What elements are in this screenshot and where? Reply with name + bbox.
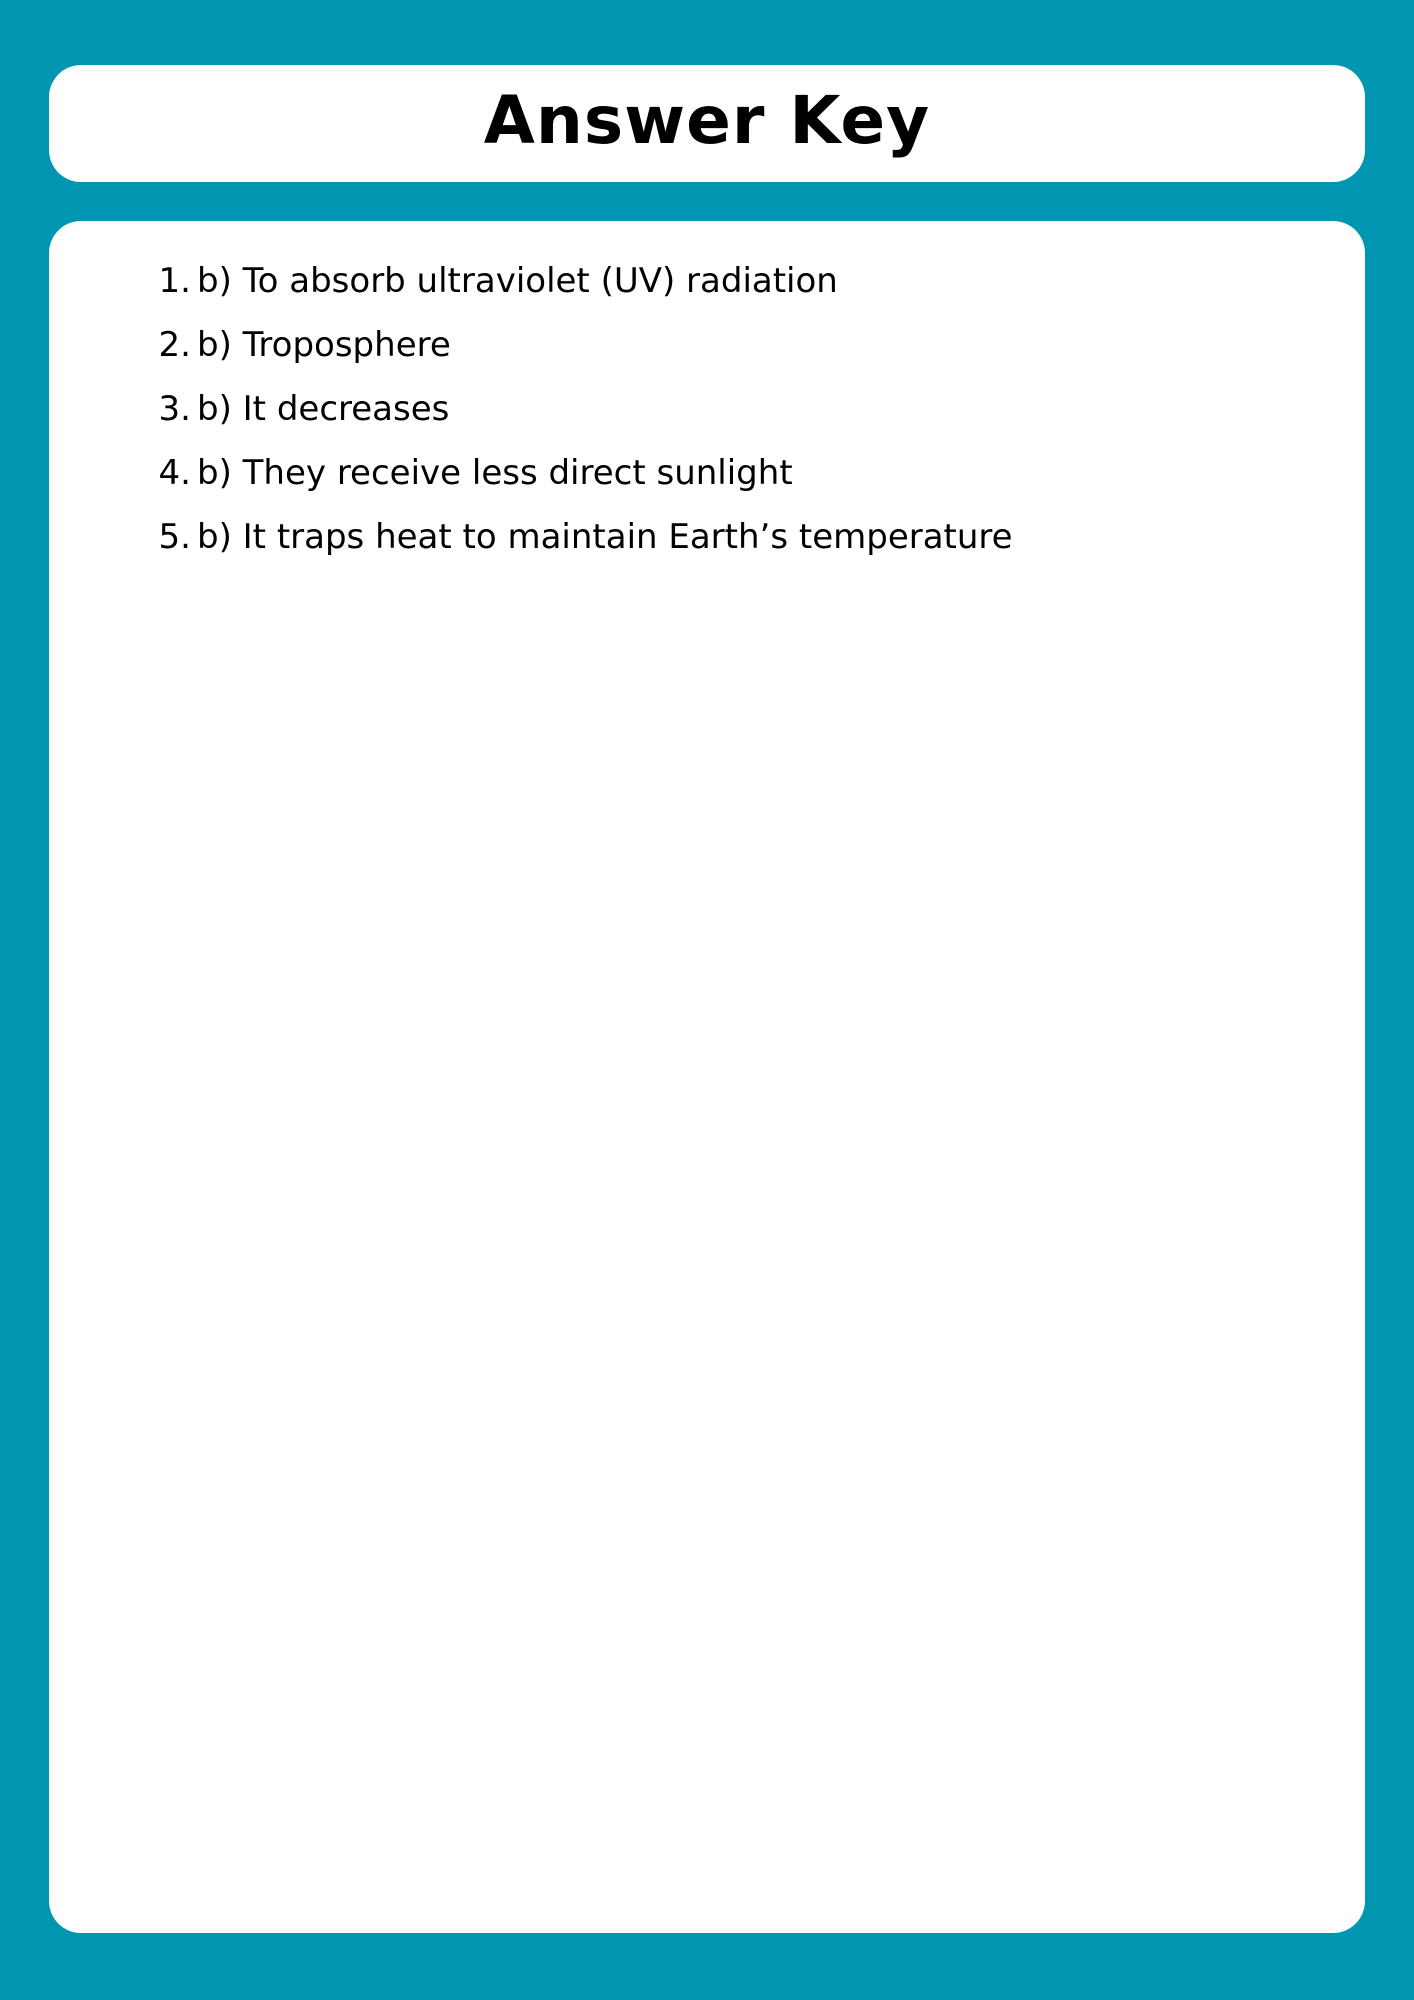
answer-number: 3. (158, 389, 191, 429)
answer-text: b) To absorb ultraviolet (UV) radiation (197, 261, 838, 301)
answer-item (139, 261, 1013, 325)
page-title: Answer Key (483, 81, 931, 159)
answer-item (139, 389, 1013, 453)
answer-item (139, 517, 1013, 581)
answer-text: b) It traps heat to maintain Earth’s temperature (197, 517, 1013, 557)
answer-number: 4. (158, 453, 191, 493)
answer-list (139, 261, 1013, 581)
answer-text: b) It decreases (197, 389, 450, 429)
answer-text: b) They receive less direct sunlight (197, 453, 793, 493)
title-card (49, 65, 1365, 182)
answer-text: b) Troposphere (197, 325, 451, 365)
answer-item (139, 453, 1013, 517)
answer-number: 5. (158, 517, 191, 557)
answer-number: 1. (158, 261, 191, 301)
answer-number: 2. (158, 325, 191, 365)
answers-card (49, 221, 1365, 1933)
answer-item (139, 325, 1013, 389)
